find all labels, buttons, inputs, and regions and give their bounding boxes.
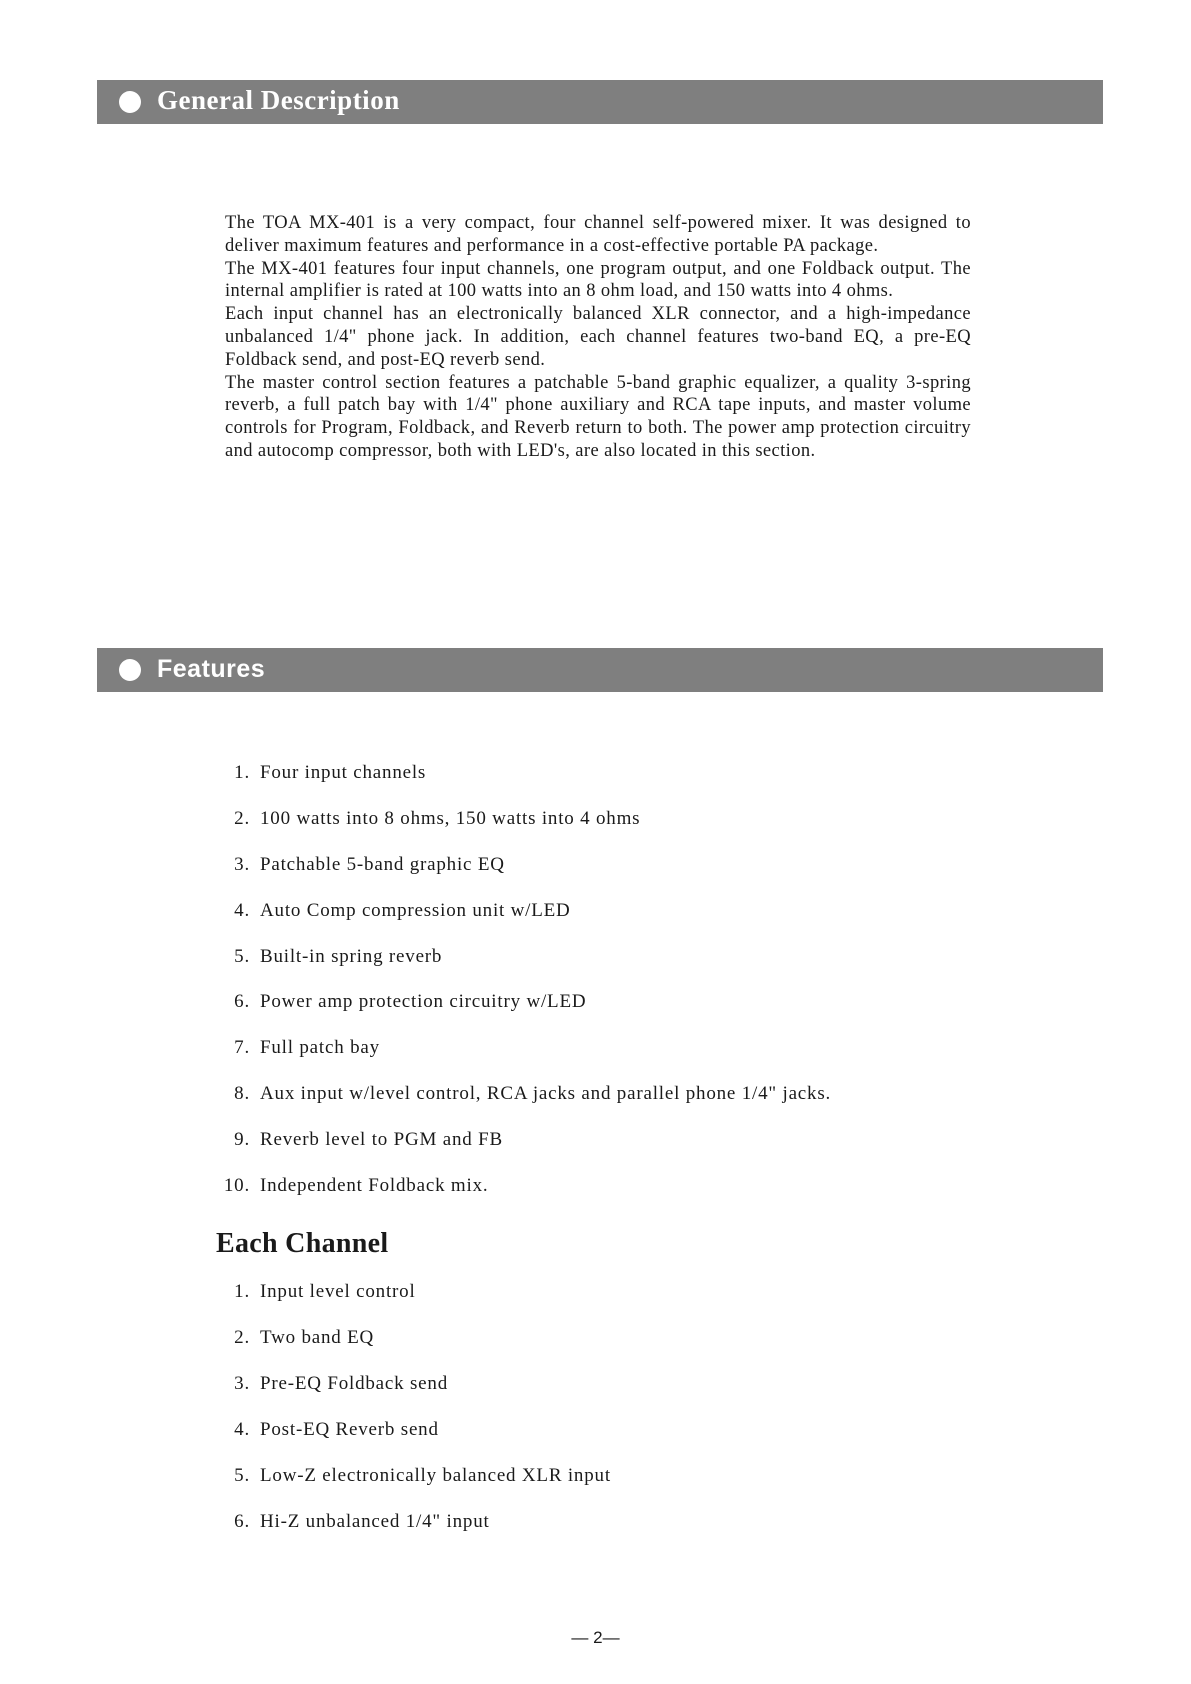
list-item [220, 1081, 831, 1127]
list-item [220, 1035, 831, 1081]
list-item [220, 1463, 611, 1509]
item-number: 1. [234, 1281, 250, 1302]
item-text: Low-Z electronically balanced XLR input [260, 1465, 611, 1486]
bullet-dot-icon [119, 91, 141, 113]
list-item [220, 1371, 611, 1417]
item-number: 1. [234, 762, 250, 783]
item-text: Reverb level to PGM and FB [260, 1129, 503, 1151]
item-number: 7. [234, 1037, 250, 1059]
description-paragraph: The TOA MX-401 is a very compact, four channel self-powered mixer. It was designed to deliver maximum features and performance in a cost-effective portable PA package. [225, 213, 971, 256]
item-text: Hi-Z unbalanced 1/4" input [260, 1511, 490, 1532]
item-text: Power amp protection circuitry w/LED [260, 991, 587, 1013]
description-paragraph: The master control section features a patchable 5-band graphic equalizer, a quality 3-spring reverb, a full patch bay with 1/4" phone auxiliary and RCA tape inputs, and master volume controls for Program, Foldback, and Reverb return to both. The power amp protection circuitry and autocomp compressor, both with LED's, are also located in this section. [225, 372, 971, 461]
item-text: Full patch bay [260, 1037, 380, 1059]
item-number: 5. [234, 1465, 250, 1486]
description-paragraph: The MX-401 features four input channels, one program output, and one Foldback output. The internal amplifier is rated at 100 watts into an 8 ohm load, and 150 watts into 4 ohms. [225, 258, 971, 302]
item-number: 4. [234, 1419, 250, 1440]
bullet-dot-icon [119, 659, 141, 681]
item-number: 8. [234, 1083, 250, 1105]
item-number: 3. [234, 853, 250, 875]
list-item [220, 898, 831, 944]
list-item [220, 989, 831, 1035]
item-text: Independent Foldback mix. [260, 1175, 489, 1197]
list-item [220, 1417, 611, 1463]
list-item [220, 944, 831, 990]
item-number: 9. [234, 1129, 250, 1151]
each-channel-list [220, 1279, 611, 1555]
list-item [220, 806, 831, 852]
item-text: Built-in spring reverb [260, 945, 443, 967]
page-number: — 2— [571, 1628, 620, 1647]
each-channel-heading: Each Channel [216, 1228, 389, 1259]
item-text: Two band EQ [260, 1327, 375, 1348]
list-item [220, 1279, 611, 1325]
item-number: 2. [234, 807, 250, 829]
item-text: Auto Comp compression unit w/LED [260, 899, 571, 921]
item-number: 6. [234, 991, 250, 1013]
features-header [97, 648, 1103, 692]
list-item [220, 760, 831, 806]
item-number: 2. [234, 1327, 250, 1348]
general-description-title: General Description [157, 85, 400, 115]
item-number: 5. [234, 945, 250, 967]
item-text: Four input channels [260, 762, 427, 783]
general-description-header [97, 80, 1103, 124]
item-number: 10. [223, 1175, 250, 1197]
list-item [220, 1325, 611, 1371]
features-list [220, 760, 831, 1219]
item-text: Post-EQ Reverb send [260, 1419, 439, 1440]
list-item [220, 1173, 831, 1219]
item-text: Patchable 5-band graphic EQ [260, 853, 505, 875]
list-item [220, 1127, 831, 1173]
features-title: Features [157, 655, 266, 683]
general-description-body [225, 212, 971, 463]
item-text: Input level control [260, 1281, 416, 1302]
description-paragraph: Each input channel has an electronically balanced XLR connector, and a high-impedance unbalanced 1/4" phone jack. In addition, each channel features two-band EQ, a pre-EQ Foldback send, and post-EQ reverb send. [225, 304, 971, 370]
item-number: 3. [234, 1373, 250, 1394]
item-text: Aux input w/level control, RCA jacks and parallel phone 1/4" jacks. [260, 1083, 832, 1105]
item-number: 6. [234, 1511, 250, 1532]
item-number: 4. [234, 899, 250, 921]
item-text: Pre-EQ Foldback send [260, 1373, 449, 1394]
item-text: 100 watts into 8 ohms, 150 watts into 4 ohms [260, 807, 641, 829]
list-item [220, 852, 831, 898]
list-item [220, 1509, 611, 1555]
